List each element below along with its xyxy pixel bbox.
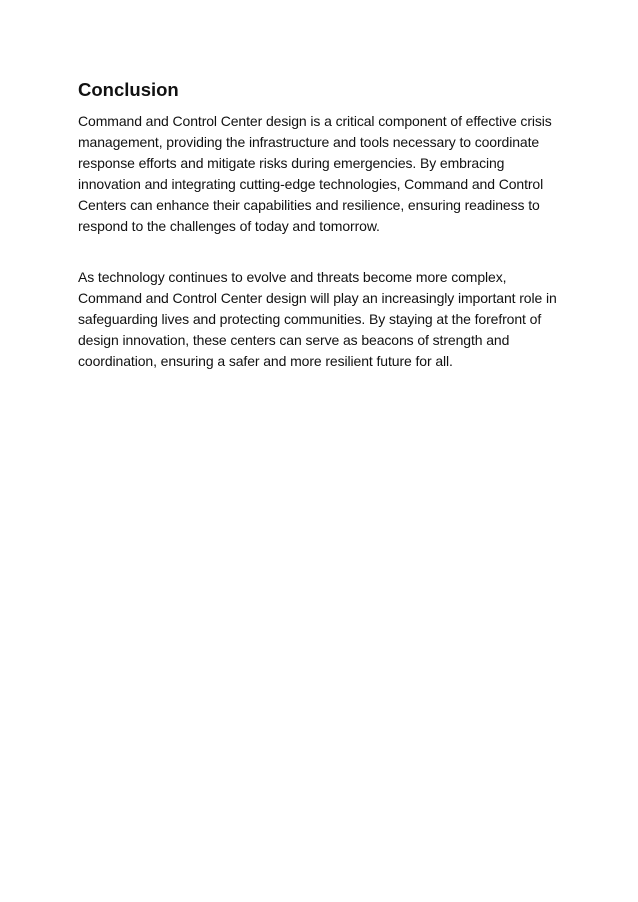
section-heading: Conclusion bbox=[78, 79, 179, 100]
conclusion-paragraph-1: Command and Control Center design is a critical component of effective crisis management, providing the infrastructure and tools necessary to coordinate response efforts and mitigate risks during emergencies. By embracing innovation and integrating cutting-edge technologies, Command and Control Centers can enhance their capabilities and resilience, ensuring readiness to respond to the challenges of today and tomorrow. bbox=[78, 113, 552, 234]
conclusion-paragraph-2: As technology continues to evolve and threats become more complex, Command and Control Center design will play an increasingly important role in safeguarding lives and protecting communities. By staying at the forefront of design innovation, these centers can serve as beacons of strength and coordination, ensuring a safer and more resilient future for all. bbox=[78, 269, 557, 369]
document-content bbox=[78, 78, 568, 372]
